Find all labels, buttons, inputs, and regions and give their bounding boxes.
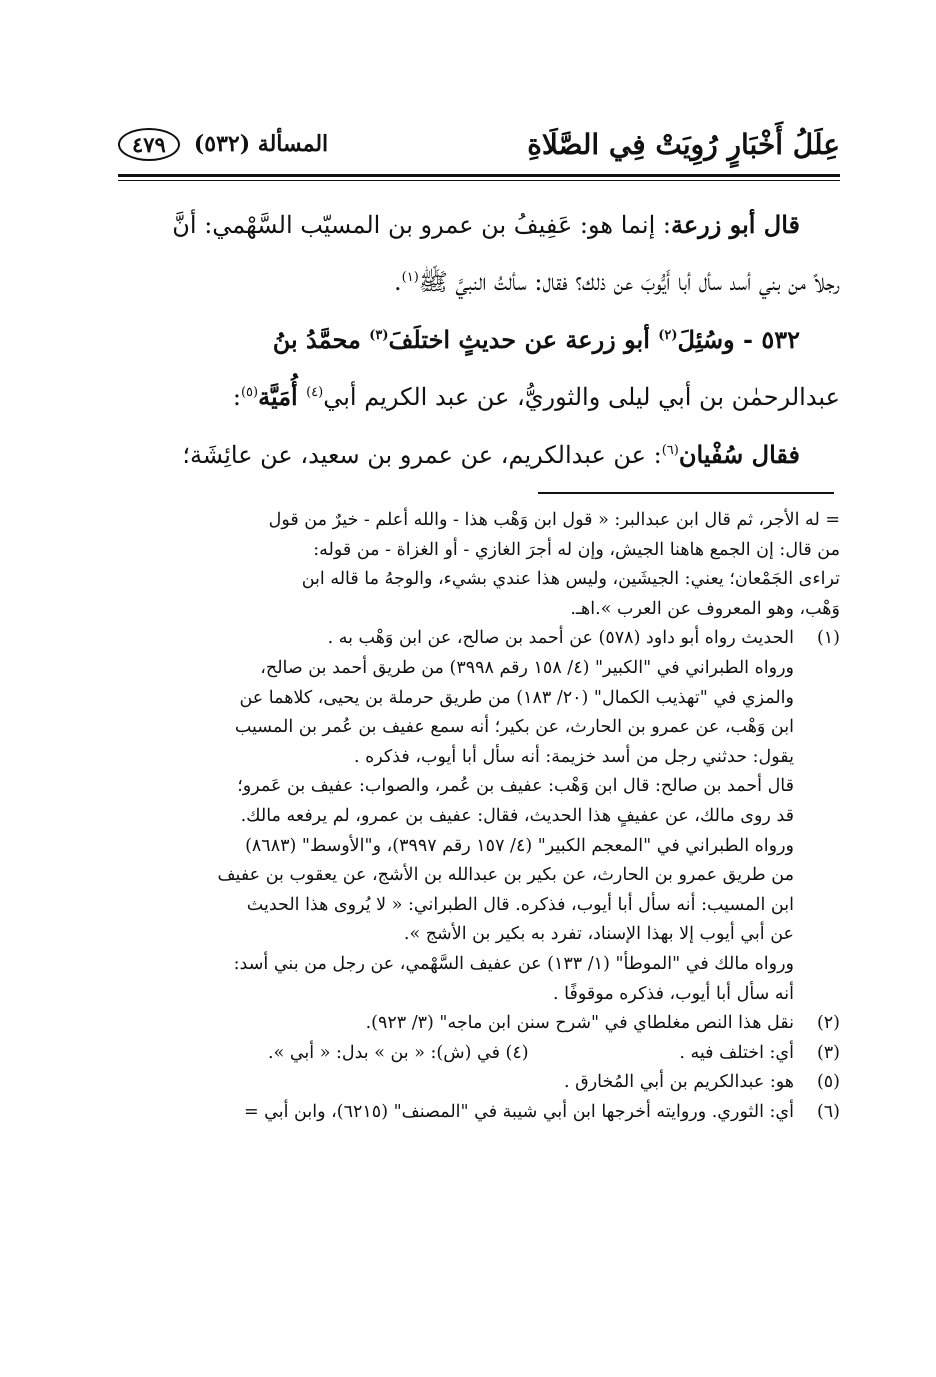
header-rule-thin — [118, 180, 840, 181]
paragraph-abu-zura-cont: رجلاً من بني أسد سأل أبا أَيُّوبَ عن ذلك؟ فقال: سألتُ النبيَّ ﷺ$^{(١)}$. — [394, 268, 840, 296]
footnote-ref-3: (٣) — [369, 328, 389, 343]
paragraph-abu-zura: قال أبو زرعة: إنما هو: عَفِيفُ بن عمرو بن المسيّب السَّهْمي: أنَّ — [172, 210, 800, 239]
footnote-separator — [538, 492, 834, 494]
main-text — [118, 196, 840, 484]
footnote-1: (١) الحديث رواه أبو داود (٥٧٨) عن أحمد بن صالح، عن ابن وَهْب به . ورواه الطبراني في "الكبير" (٤/ ١٥٨ رقم ٣٩٩٨) من طريق أحمد بن صالح، والمزي في "تهذيب الكمال" (٢٠/ ١٨٣) من طريق حرملة بن يحيى، كلاهما عن ابن وَهْب، عن عمرو بن الحارث، عن بكير؛ أنه سمع عفيف بن عُمر بن المسيب يقول: حدثني رجل من أسد خزيمة: أنه سأل أبا أيوب، فذكره . قال أحمد بن صالح: قال ابن وَهْب: عفيف بن عُمر، والصواب: عفيف بن عَمرو؛ قد روى مالك، عن عفيفٍ هذا الحديث، فقال: عفيف بن عمرو، لم يرفعه مالك. ورواه الطبراني في "المعجم الكبير" (٤/ ١٥٧ رقم ٣٩٩٧)، و"الأوسط" (٨٦٨٣) من طريق عمرو بن الحارث، عن بكير بن عبدالله بن الأشج، عن يعقوب بن عفيف ابن المسيب: أنه سأل أبا أيوب، فذكره. قال الطبراني: « لا يُروى هذا الحديث عن أبي أيوب إلا بهذا الإسناد، تفرد به بكير بن الأشج ». ورواه مالك في "الموطأ" (١/ ١٣٣) عن عفيف السَّهْمي، عن رجل من بني أسد: أنه سأل أبا أيوب، فذكره موقوفًا . — [118, 624, 840, 1009]
book-title: عِلَلُ أَخْبَارٍ رُوِيَتْ فِي الصَّلَاةِ — [527, 127, 840, 161]
footnote-ref-6: (٦) — [661, 443, 679, 458]
page-number: ٤٧٩ — [118, 128, 180, 161]
footnote-ref-1: (١) — [401, 270, 419, 285]
footnote-5: (٥) هو: عبدالكريم بن أبي المُخارق . — [118, 1068, 840, 1098]
footnote-continuation: = له الأجر، ثم قال ابن عبدالبر: « قول ابن وَهْب هذا - والله أعلم - خيرٌ من قول من قال: إن الجمع هاهنا الجيش، وإن له أجرَ الغازي - أو الغزاة - من قوله: تراءى الجَمْعان؛ يعني: الجيشَين، وليس هذا عندي بشيء، والوجهُ ما قاله ابن وَهْب، وهو المعروف عن العرب ».اهـ. — [268, 510, 840, 619]
header-rule-thick — [118, 174, 840, 177]
question-heading: ٥٣٢ - وسُئِلَ$^{(٢)}$ أبو زرعة عن حديثٍ اختلَفَ$^{(٣)}$ محمَّدُ بنُ — [272, 325, 800, 354]
footnote-6: (٦) أي: الثوري. وروايته أخرجها ابن أبي شيبة في "المصنف" (٦٢١٥)، وابن أبي = — [118, 1098, 840, 1128]
footnote-number: (٥) — [816, 1072, 840, 1093]
footnote-4-text: (٤) في (ش): « بن » بدل: « أبي ». — [268, 1042, 529, 1063]
footnote-ref-5: (٥) — [240, 385, 259, 400]
footnote-ref-2: (٢) — [658, 328, 678, 343]
footnote-number: (١) — [816, 628, 840, 649]
question-line-3: فقال سُفْيان$^{(٦)}$: عن عبدالكريم، عن عمرو بن سعيد، عن عائِشَة؛ — [182, 440, 800, 469]
footnote-2: (٢) نقل هذا النص مغلطاي في "شرح سنن ابن ماجه" (٣/ ٩٢٣). — [118, 1009, 840, 1039]
footnote-number: (٢) — [816, 1013, 840, 1034]
footnote-number: (٣) — [816, 1042, 840, 1063]
header-meta — [118, 128, 328, 161]
footnote-3-text: أي: اختلف فيه . — [679, 1042, 794, 1063]
footnote-3-4 — [118, 1039, 840, 1069]
question-line-2: عبدالرحمٰن بن أبي ليلى والثوريُّ، عن عبد الكريم أبي$^{(٤)}$ أُمَيَّة$^{(٥)}$: — [232, 382, 840, 411]
footnote-number: (٦) — [816, 1101, 840, 1122]
page-header — [118, 118, 840, 170]
footnote-ref-4: (٤) — [306, 385, 324, 400]
issue-label: المسألة (٥٣٢) — [193, 131, 329, 157]
footnotes — [118, 506, 840, 1127]
